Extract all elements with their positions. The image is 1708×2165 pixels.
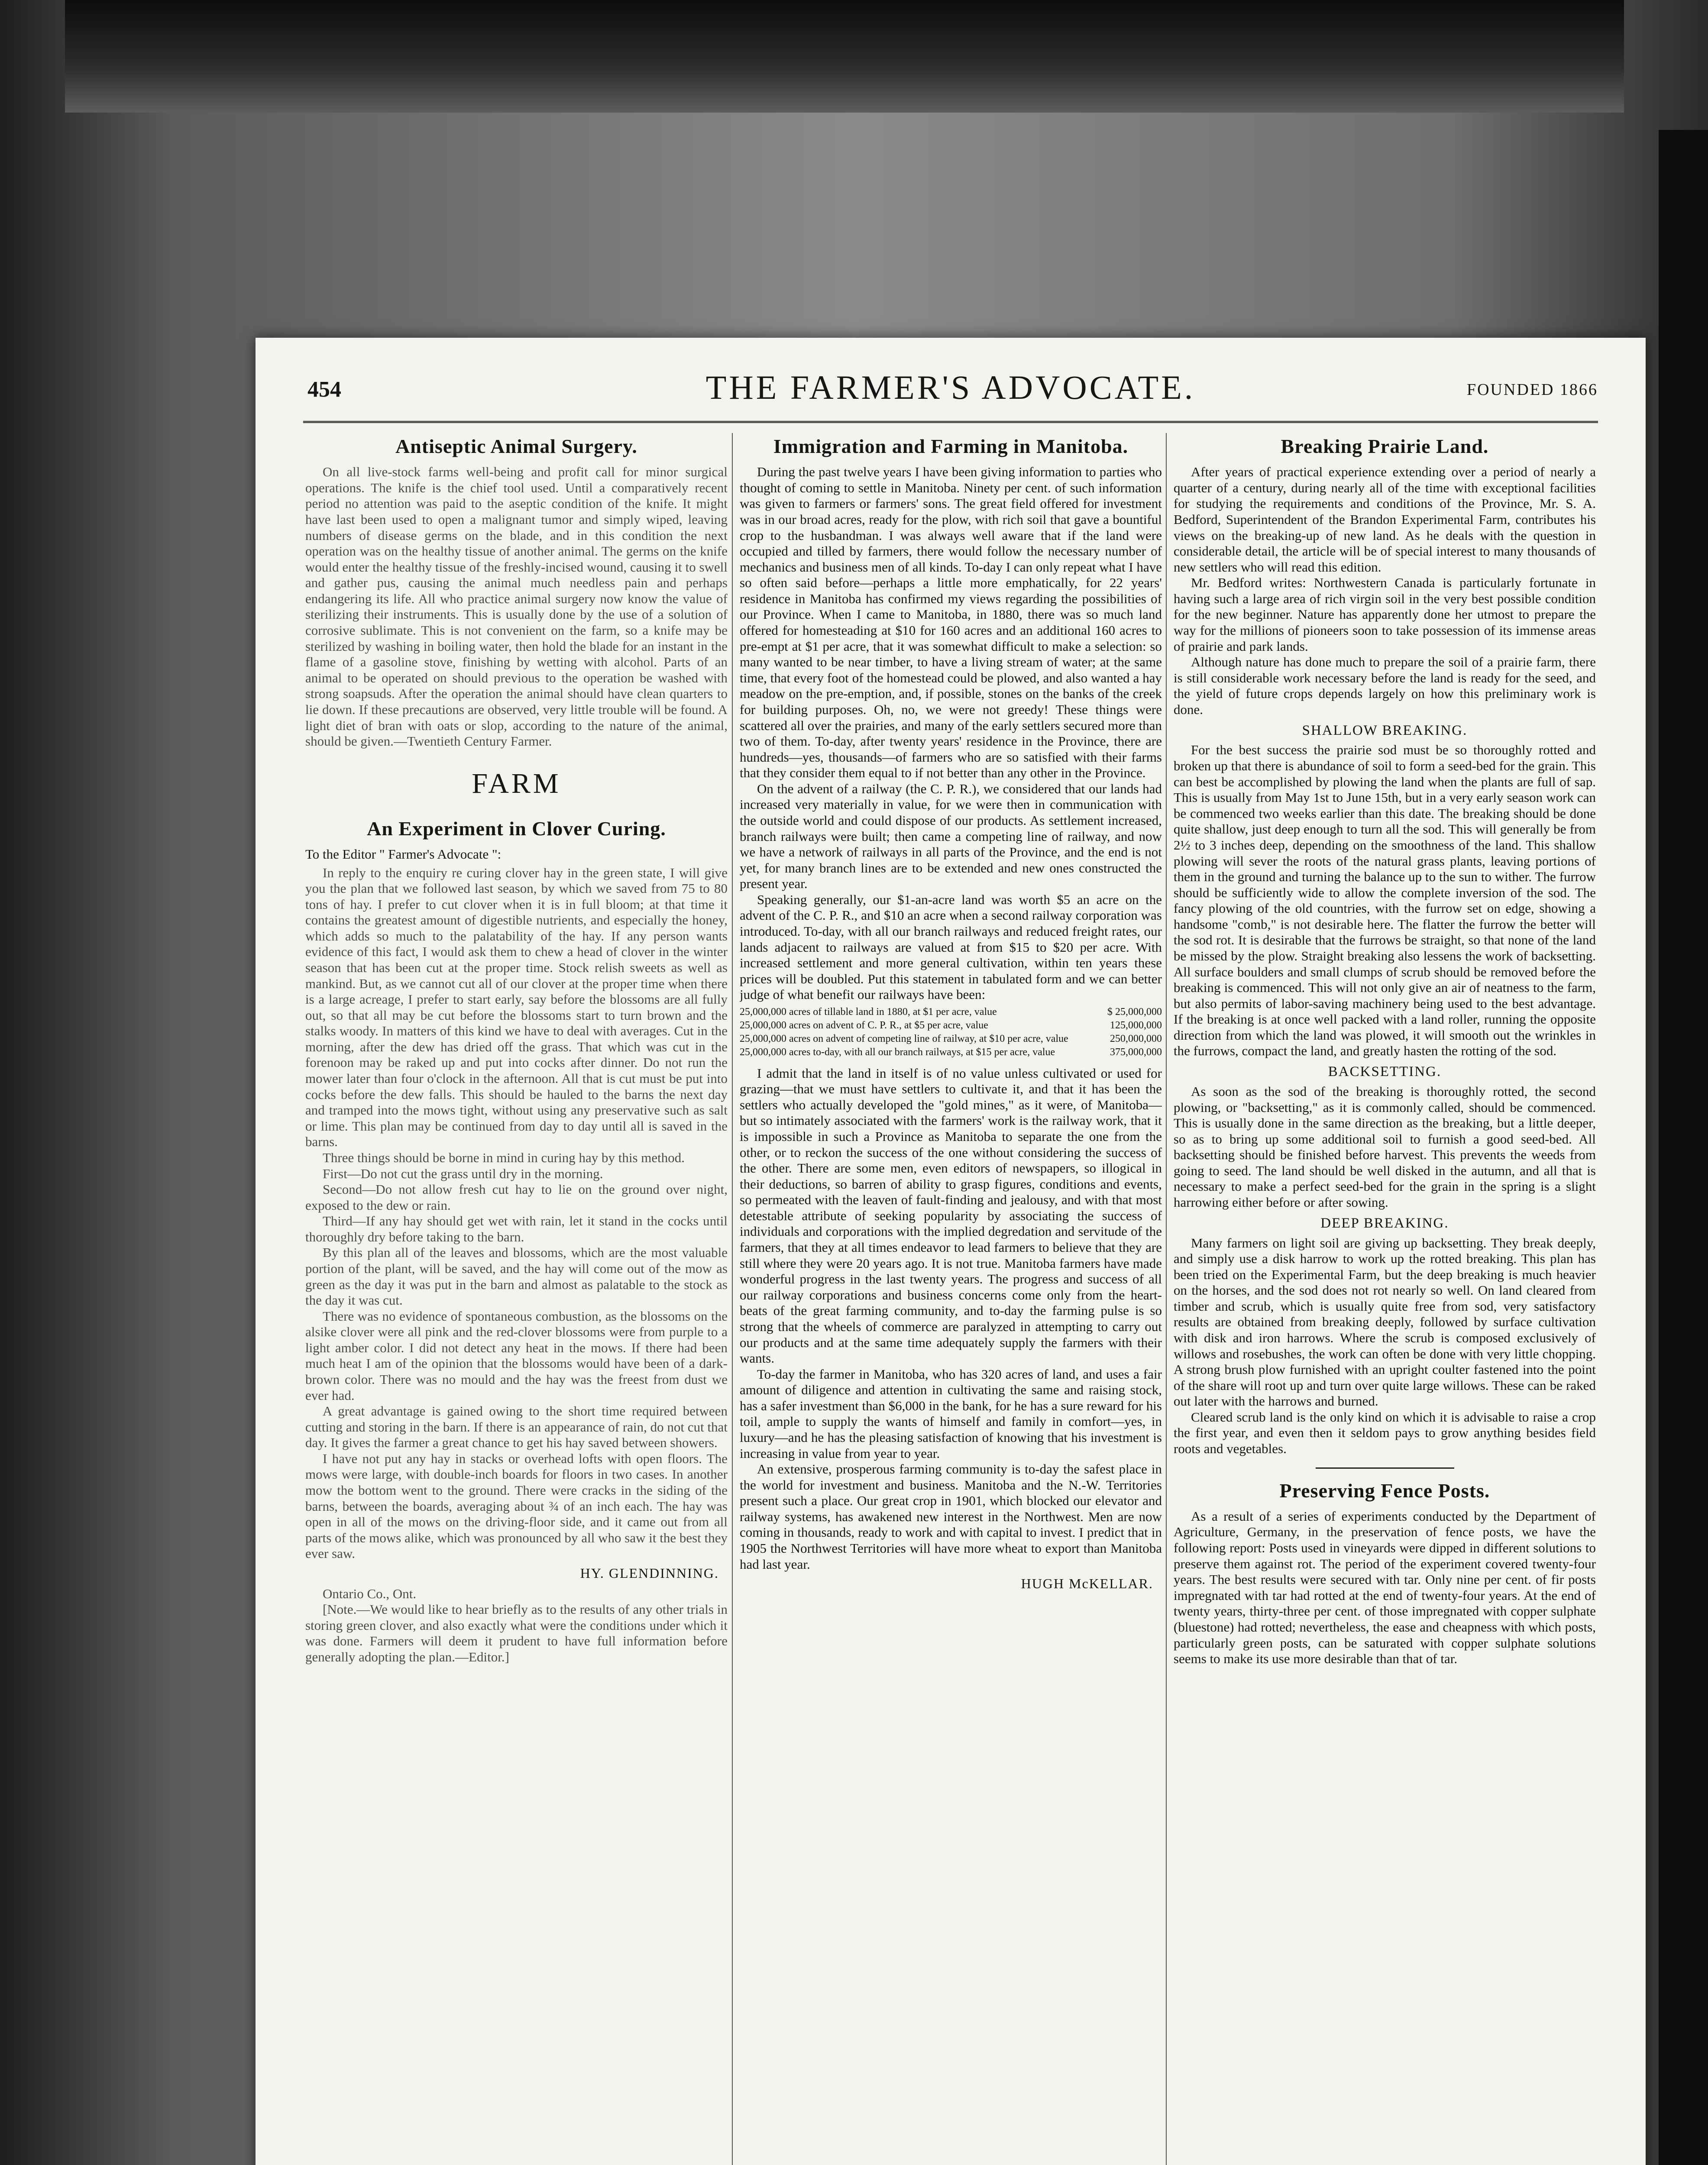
article-title-clover-curing: An Experiment in Clover Curing. (367, 817, 666, 840)
table-cell-value: $ 25,000,000 (1107, 1006, 1162, 1018)
table-cell-label: 25,000,000 acres on advent of C. P. R., at $5 per acre, value (740, 1020, 988, 1031)
article-paragraph: Mr. Bedford writes: Northwestern Canada is particularly fortunate in having such a large area of rich virgin soil in the very best possible condition for the new beginner. Nature has apparently done her utmost to prepare the way for the millions of pioneers soon to take possession of its immense areas of prairie and park lands. (1174, 575, 1596, 654)
table-cell-value: 250,000,000 (1110, 1033, 1162, 1045)
article-paragraph: Cleared scrub land is the only kind on which it is advisable to raise a crop the first year, and even then it seldom pays to grow anything besides field roots and vegetables. (1174, 1409, 1596, 1457)
article-title-antiseptic-surgery: Antiseptic Animal Surgery. (395, 435, 637, 457)
table-cell-label: 25,000,000 acres on advent of competing line of railway, at $10 per acre, value (740, 1033, 1068, 1045)
subheading-backsetting: BACKSETTING. (1328, 1064, 1442, 1080)
newspaper-page (256, 338, 1646, 2165)
article-paragraph: Many farmers on light soil are giving up backsetting. They break deeply, and simply use a disk harrow to work up the rotted breaking. This plan has been tried on the Experimental Farm, but the deep breaking is much heavier on the horses, and the sod does not rot nearly so well. On land cleared from timber and scrub, which is usually quite free from sod, very satisfactory results are obtained from breaking deeply, followed by surface cultivation with disk and iron harrows. Where the scrub is composed exclusively of willows and rosebushes, the work can often be done with very little chopping. A strong brush plow furnished with an upright coulter fastened into the point of the share will root up and turn over quite large willows. These can be raked out later with the harrows and burned. (1174, 1235, 1596, 1409)
article-title-immigration-manitoba: Immigration and Farming in Manitoba. (773, 435, 1129, 457)
article-paragraph: Second—Do not allow fresh cut hay to lie on the ground over night, exposed to the dew or rain. (305, 1182, 728, 1213)
column-divider (1166, 433, 1167, 2165)
column-divider (732, 433, 733, 2165)
article-paragraph: There was no evidence of spontaneous combustion, as the blossoms on the alsike clover were all pink and the red-clover blossoms were from purple to a light amber color. I did not detect any heat in the mows. If there had been much heat I am of the opinion that the blossoms would have been of a dark-brown color. There was no mould and the hay was the freest from dust we ever had. (305, 1308, 728, 1403)
article-paragraph: During the past twelve years I have been giving information to parties who thought of coming to settle in Manitoba. Ninety per cent. of such information was given to farmers or farmers' sons. The great field offered for investment was in our broad acres, ready for the plow, with rich soil that gave a bountiful crop to the husbandman. I was always well aware that if the land were occupied and tilled by farmers, there would follow the necessary number of mechanics and business men of all kinds. To-day I can only repeat what I have so often said before—perhaps a little more emphatically, for 22 years' residence in Manitoba has confirmed my views regarding the possibilities of our Province. When I came to Manitoba, in 1880, there was so much land offered for homesteading at $10 for 160 acres and an additional 160 acres to pre-empt at $1 per acre, that it was somewhat difficult to make a selection: so many wanted to be near timber, to have a living stream of water; at the same time, that every foot of the homestead could be plowed, and also wanted a hay meadow on the pre-emption, and, if possible, stones on the banks of the creek for building purposes. Oh, no, we were not greedy! These things were scattered all over the prairies, and many of the early settlers secured more than two of them. To-day, after twenty years' residence in the Province, there are hundreds—yes, thousands—of farmers who are so satisfied with their farms that they consider them equal to if not better than any other in the Province. (740, 464, 1162, 781)
article-paragraph: As a result of a series of experiments conducted by the Department of Agriculture, Germany, in the preservation of fence posts, we have the following report: Posts used in vineyards were dipped in different solutions to preserve them against rot. The period of the experiment covered twenty-four years. The best results were secured with tar. Only nine per cent. of fir posts impregnated with tar had rotted at the end of twenty-four years. At the end of twenty years, thirty-three per cent. of those impregnated with copper sulphate (bluestone) had rotted; nevertheless, the ease and cheapness with which posts, particularly green posts, can be saturated with copper sulphate solutions seems to make its use more desirable than that of tar. (1174, 1508, 1596, 1667)
author-location: Ontario Co., Ont. (323, 1586, 417, 1601)
article-paragraph: By this plan all of the leaves and blossoms, which are the most valuable portion of the plant, will be saved, and the hay will come out of the mow as green as the day it was put in the barn and almost as palatable to the stock as the day it was cut. (305, 1245, 728, 1308)
land-value-table (740, 1005, 1162, 1060)
page-header (256, 368, 1646, 420)
article-paragraph: Speaking generally, our $1-an-acre land was worth $5 an acre on the advent of the C. P. R., and $10 an acre when a second railway corporation was introduced. To-day, with all our branch railways and reduced freight rates, our lands adjacent to railways are valued at from $15 to $20 per acre. With increased settlement and more general cultivation, within ten years these prices will be doubled. Put this statement in tabulated form and we can better judge of what benefit our railways have been: (740, 892, 1162, 1002)
author-signature: HUGH McKELLAR. (1021, 1576, 1153, 1592)
article-paragraph: After years of practical experience extending over a period of nearly a quarter of a century, during nearly all of the time with exceptional facilities for studying the requirements and conditions of the Province, Mr. S. A. Bedford, Superintendent of the Brandon Experimental Farm, contributes his views on the breaking-up of new land. As he deals with the question in considerable detail, the article will be of special interest to many thousands of new settlers who will read this edition. (1174, 464, 1596, 575)
table-cell-label: 25,000,000 acres to-day, with all our branch railways, at $15 per acre, value (740, 1047, 1055, 1058)
article-paragraph: To-day the farmer in Manitoba, who has 320 acres of land, and uses a fair amount of diligence and attention in cultivating the same and raising stock, has a safer investment than $6,000 in the bank, for he has a sure reward for his toil, ample to supply the wants of himself and family in comfort—yes, in luxury—and he has the pleasing satisfaction of knowing that his investment is increasing in value from year to year. (740, 1366, 1162, 1461)
table-row (740, 1005, 1162, 1019)
film-edge-right (1659, 130, 1708, 2165)
subheading-deep-breaking: DEEP BREAKING. (1320, 1215, 1449, 1231)
article-paragraph: An extensive, prosperous farming community is to-day the safest place in the world for investment and business. Manitoba and the N.-W. Territories present such a place. Our great crop in 1901, which blocked our elevator and railway systems, has awakened new interest in the Northwest. Men are now coming in thousands, ready to work and with capital to invest. I predict that in 1905 the Northwest Territories will have more wheat to export than Manitoba had last year. (740, 1461, 1162, 1572)
founded-note: FOUNDED 1866 (1466, 381, 1598, 399)
article-paragraph: First—Do not cut the grass until dry in the morning. (323, 1166, 603, 1181)
film-edge-top (65, 0, 1624, 113)
article-paragraph: On the advent of a railway (the C. P. R.), we considered that our lands had increased very materially in value, for we were then in communication with the outside world and could dispose of our products. As settlement increased, branch railways were built; then came a competing line of railway, and now we have a network of railways in all parts of the Province, and the end is not yet, for many branch lines are to be extended and new ones constructed the present year. (740, 781, 1162, 892)
article-paragraph: A great advantage is gained owing to the short time required between cutting and storing in the barn. If there is an appearance of rain, do not cut that day. It gives the farmer a great chance to get his hay saved between showers. (305, 1403, 728, 1451)
article-paragraph: I admit that the land in itself is of no value unless cultivated or used for grazing—that we must have settlers to cultivate it, and that it has been the settlers who actually developed the "gold mines," as it were, of Manitoba—but so intimately associated with the farmers' work is the railway work, that it is impossible in such a Province as Manitoba to separate the one from the other, or to reckon the success of the one without considering the success of the other. There are some men, even editors of newspapers, so illogical in their deductions, so barren of ability to grasp figures, conditions and events, so permeated with the leaven of fault-finding and jealousy, and with that most detestable attribute of seeking popularity by associating the success of individuals and corporations with the implied degredation and servitude of the farmers, that they at all times endeavor to lead farmers to believe that they are still where they were 20 years ago. It is not true. Manitoba farmers have made wonderful progress in the last twenty years. The progress and success of all our railway corporations and business concerns come only from the heart-beats of the great farming community, and to-day the farming pulse is so strong that the wheels of commerce are paralyzed in attempting to carry out our products and at the same time adequately supply the farmers with their wants. (740, 1065, 1162, 1366)
column-middle (740, 433, 1162, 2165)
author-signature: HY. GLENDINNING. (580, 1565, 719, 1581)
article-paragraph: Although nature has done much to prepare the soil of a prairie farm, there is still considerable work necessary before the land is ready for the seed, and the yield of future crops depends largely on how this preliminary work is done. (1174, 654, 1596, 717)
table-row (740, 1046, 1162, 1059)
article-paragraph: I have not put any hay in stacks or overhead lofts with open floors. The mows were large, with double-inch boards for floors in two cases. In another mow the bottom went to the ground. There were cracks in the siding of the barns, between the boards, averaging about ¾ of an inch each. The hay was open in all of the mows on the driving-floor side, and it came out from all parts of the mows alike, which was pronounced by all who saw it the best they ever saw. (305, 1451, 728, 1561)
header-rule (303, 421, 1598, 423)
table-cell-value: 375,000,000 (1110, 1047, 1162, 1058)
article-paragraph: Third—If any hay should get wet with rain, let it stand in the cocks until thoroughly dry before taking to the barn. (305, 1213, 728, 1244)
article-title-breaking-prairie: Breaking Prairie Land. (1281, 435, 1489, 457)
farm-section-label: FARM (472, 767, 561, 799)
column-right (1174, 433, 1596, 2165)
editor-note: [Note.—We would like to hear briefly as to the results of any other trials in storing green clover, and also exactly what were the conditions under which it was done. Farmers will deem it prudent to have full information before generally adopting the plan.—Editor.] (305, 1602, 728, 1665)
page-number: 454 (307, 377, 341, 402)
publication-title: THE FARMER'S ADVOCATE. (705, 368, 1196, 406)
table-row (740, 1032, 1162, 1046)
table-cell-label: 25,000,000 acres of tillable land in 1880, at $1 per acre, value (740, 1006, 997, 1018)
column-left (305, 433, 728, 2165)
article-paragraph: On all live-stock farms well-being and profit call for minor surgical operations. The knife is the chief tool used. Until a comparatively recent period no attention was paid to the aseptic condition of the knife. It might have last been used to open a malignant tumor and simply wiped, leaving numbers of disease germs on the blade, and in this condition the next operation was on the healthy tissue of another animal. The germs on the knife would enter the healthy tissue of the freshly-incised wound, causing it to swell and gather pus, causing the animal much needless pain and perhaps endangering its life. All who practice animal surgery now know the value of sterilizing their instruments. This is usually done by the use of a solution of corrosive sublimate. This is not convenient on the farm, so a knife may be sterilized by washing in boiling water, then hold the blade for an instant in the flame of a gasoline stove, finishing by wetting with alcohol. Parts of an animal to be operated on should previous to the operation be washed with strong soapsuds. After the operation the animal should have clean quarters to lie down. If these precautions are observed, very little trouble will be found. A light diet of bran with oats or slop, according to the nature of the animal, should be given.—Twentieth Century Farmer. (305, 464, 728, 749)
to-editor-line: To the Editor " Farmer's Advocate ": (305, 846, 501, 862)
article-title-fence-posts: Preserving Fence Posts. (1279, 1479, 1490, 1502)
article-paragraph: In reply to the enquiry re curing clover hay in the green state, I will give you the plan that we followed last season, by which we saved from 75 to 80 tons of hay. I prefer to cut clover when it is in full bloom; at that time it contains the greatest amount of digestible nutrients, and especially the honey, which adds so much to the palatability of the hay. If any person wants evidence of this fact, I would ask them to chew a head of clover in the winter season that has been cut at the proper time. Stock relish sweets as well as mankind. But, as we cannot cut all of our clover at the proper time when there is a large acreage, I prefer to start early, say before the blossoms are all fully out, so that all may be cut before the blossoms start to turn brown and the stalks woody. In matters of this kind we have to deal with averages. Cut in the morning, after the dew has dried off the grass. That which was cut in the forenoon may be raked up and put into cocks after dinner. Do not run the mower later than four o'clock in the afternoon. All that is cut must be put into cocks before the dew falls. This should be hauled to the barns the next day and tramped into the mows tight, without using any preservative such as salt or lime. This plan may be continued from day to day until all is saved in the barns. (305, 865, 728, 1150)
article-separator (1316, 1467, 1454, 1469)
farm-section-banner (445, 767, 588, 806)
article-paragraph: As soon as the sod of the breaking is thoroughly rotted, the second plowing, or "backsetting," as it is commonly called, should be commenced. This is usually done in the same direction as the breaking, but a little deeper, so as to bring up some additional soil to furnish a good seed-bed. All backsetting should be finished before harvest. This prevents the weeds from going to seed. The land should be well disked in the autumn, and all that is necessary to make a perfect seed-bed for the grain in the spring is a slight harrowing either before or after sowing. (1174, 1083, 1596, 1210)
subheading-shallow-breaking: SHALLOW BREAKING. (1302, 722, 1468, 738)
table-cell-value: 125,000,000 (1110, 1020, 1162, 1031)
article-paragraph: Three things should be borne in mind in curing hay by this method. (323, 1150, 685, 1165)
article-paragraph: For the best success the prairie sod must be so thoroughly rotted and broken up that there is abundance of soil to form a seed-bed for the grain. This can best be accomplished by plowing the land when the plants are full of sap. This is usually from May 1st to June 15th, but in a very early season work can be commenced two weeks earlier than this date. The breaking should be done quite shallow, just deep enough to turn all the sod. This will generally be from 2½ to 3 inches deep, depending on the smoothness of the land. This shallow plowing will sever the roots of the natural grass plants, leaving portions of them in the ground and turning the balance up to the sun to wither. The furrow should be sufficiently wide to allow the complete inversion of the sod. The fancy plowing of the old countries, with the furrow set on edge, showing a handsome "comb," is not desirable here. The flatter the furrow the better will the sod rot. It is desirable that the furrows be straight, so that none of the land be missed by the plow. Straight breaking also lessens the work of backsetting. All surface boulders and small clumps of scrub should be removed before the breaking is commenced. This will not only give an air of neatness to the farm, but also permits of labor-saving machinery being used to the best advantage. If the breaking is at once well packed with a land roller, running the opposite direction from which the land was plowed, it will smooth out the wrinkles in the furrows, compact the land, and greatly hasten the rotting of the sod. (1174, 742, 1596, 1059)
table-row (740, 1019, 1162, 1032)
